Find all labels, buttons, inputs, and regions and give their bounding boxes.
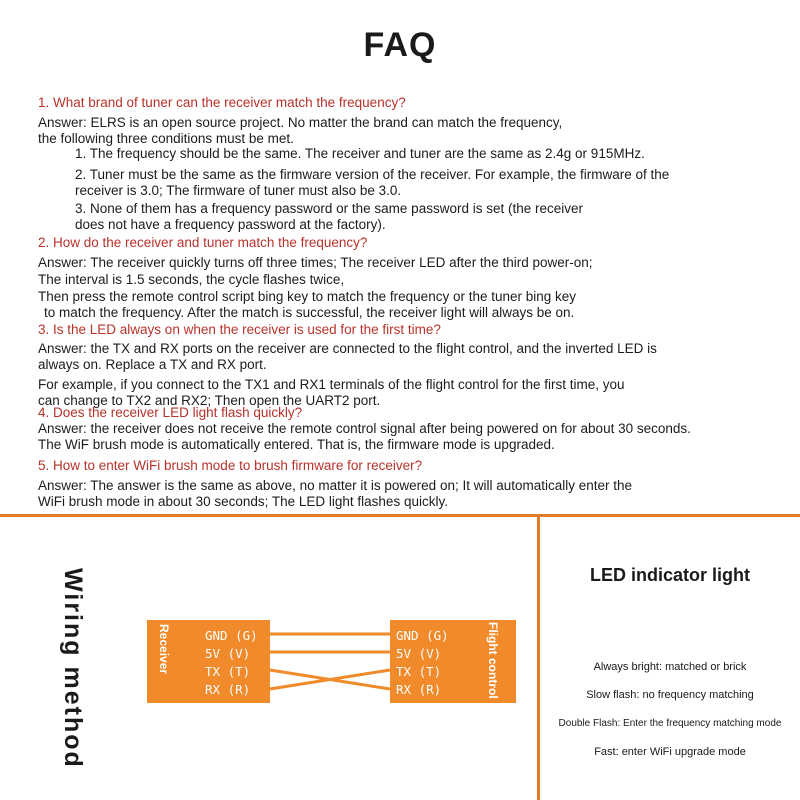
faq-answer-line: The interval is 1.5 seconds, the cycle flashes twice, (38, 272, 345, 287)
receiver-pin-rx: RX (R) (205, 682, 251, 697)
flight-pin-5v: 5V (V) (396, 646, 442, 661)
faq-answer-line: 3. None of them has a frequency password or the same password is set (the receiver (75, 201, 583, 216)
led-item: Always bright: matched or brick (593, 661, 747, 673)
faq-answer-line: does not have a frequency password at the factory). (75, 217, 386, 232)
faq-question-5: 5. How to enter WiFi brush mode to brush firmware for receiver? (38, 458, 423, 473)
faq-question-3: 3. Is the LED always on when the receiver is used for the first time? (38, 322, 441, 337)
faq-answer-line: 1. The frequency should be the same. The receiver and tuner are the same as 2.4g or 915MHz. (75, 146, 645, 161)
page-title: FAQ (363, 26, 437, 64)
flight-pin-gnd: GND (G) (396, 628, 449, 643)
faq-answer-line: Answer: The answer is the same as above, no matter it is powered on; It will automatically enter the (38, 478, 633, 493)
led-indicator-title: LED indicator light (590, 565, 750, 585)
faq-answer-line: 2. Tuner must be the same as the firmware version of the receiver. For example, the firmware of the (75, 167, 670, 182)
receiver-label: Receiver (157, 624, 171, 675)
faq-answer-line: WiFi brush mode in about 30 seconds; The LED light flashes quickly. (38, 494, 448, 509)
wiring-method-title: Wiring method (59, 568, 87, 769)
led-item: Fast: enter WiFi upgrade mode (594, 746, 746, 758)
receiver-pin-gnd: GND (G) (205, 628, 258, 643)
faq-question-4: 4. Does the receiver LED light flash quickly? (38, 405, 303, 420)
flight-pin-rx: RX (R) (396, 682, 442, 697)
receiver-pin-5v: 5V (V) (205, 646, 251, 661)
faq-answer-line: The WiF brush mode is automatically entered. That is, the firmware mode is upgraded. (38, 437, 555, 452)
faq-answer-line: always on. Replace a TX and RX port. (38, 357, 267, 372)
flight-pin-tx: TX (T) (396, 664, 442, 679)
faq-question-1: 1. What brand of tuner can the receiver match the frequency? (38, 95, 406, 110)
faq-answer-line: Then press the remote control script bing key to match the frequency or the tuner bing key (38, 289, 577, 304)
faq-answer-line: the following three conditions must be met. (38, 131, 294, 146)
faq-answer-line: Answer: ELRS is an open source project. No matter the brand can match the frequency, (38, 115, 563, 130)
faq-answer-line: can change to TX2 and RX2; Then open the UART2 port. (38, 393, 381, 408)
flight-control-label: Flight control (486, 622, 500, 699)
receiver-pin-tx: TX (T) (205, 664, 251, 679)
led-item: Slow flash: no frequency matching (586, 689, 754, 701)
faq-answer-line: to match the frequency. After the match is successful, the receiver light will always be on. (44, 305, 575, 320)
faq-answer-line: Answer: the TX and RX ports on the receiver are connected to the flight control, and the inverted LED is (38, 341, 657, 356)
led-item: Double Flash: Enter the frequency matching mode (558, 718, 782, 729)
faq-answer-line: Answer: The receiver quickly turns off three times; The receiver LED after the third power-on; (38, 255, 593, 270)
faq-answer-line: Answer: the receiver does not receive the remote control signal after being powered on for about 30 seconds. (38, 421, 691, 436)
faq-answer-line: receiver is 3.0; The firmware of tuner must also be 3.0. (75, 183, 402, 198)
faq-question-2: 2. How do the receiver and tuner match the frequency? (38, 235, 368, 250)
faq-answer-line: For example, if you connect to the TX1 and RX1 terminals of the flight control for the first time, you (38, 377, 625, 392)
